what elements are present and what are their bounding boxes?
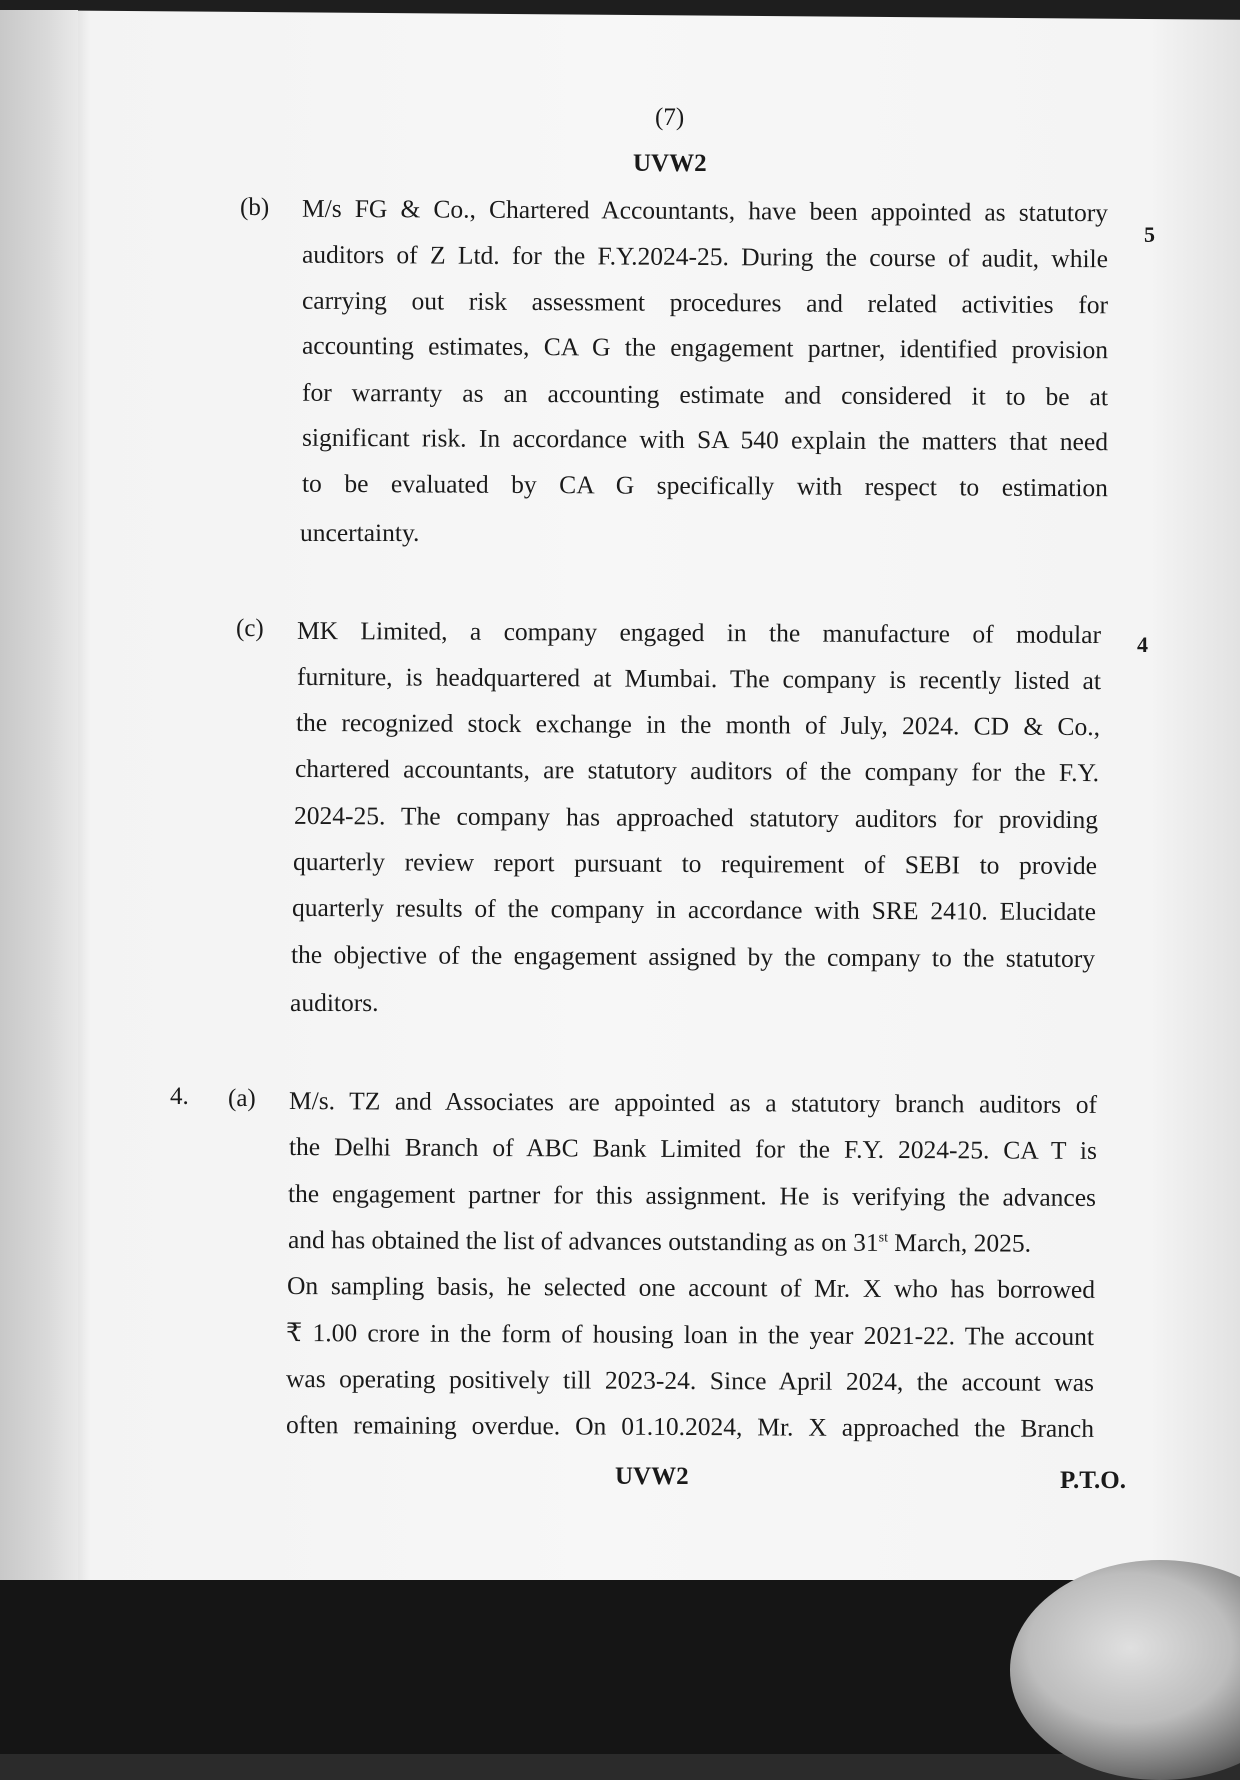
text-line: quarterly review report pursuant to requirement of SEBI to provide [292,846,1098,881]
text-segment: March, 2025. [887,1227,1032,1258]
text-line: the objective of the engagement assigned by the company to the statutory [290,939,1096,974]
text-line: auditors. [290,988,379,1017]
text-line: MK Limited, a company engaged in the manufacture of modular [296,615,1102,650]
paper-code-footer: UVW2 [615,1463,689,1490]
text-line: ₹ 1.00 crore in the form of housing loan in the year 2021-22. The account [285,1318,1095,1351]
text-line: chartered accountants, are statutory auditors of the company for the F.Y. [294,753,1100,788]
text-line: the engagement partner for this assignment. He is verifying the advances [287,1179,1097,1212]
question-part-label: (c) [236,615,264,642]
question-part-label: (a) [228,1085,256,1112]
text-line: the recognized stock exchange in the month of July, 2024. CD & Co., [295,707,1101,742]
paper-code-header: UVW2 [633,150,707,177]
text-line: furniture, is headquartered at Mumbai. The company is recently listed at [296,661,1102,696]
text-line: carrying out risk assessment procedures and related activities for [301,285,1109,320]
text-line: quarterly results of the company in accordance with SRE 2410. Elucidate [291,892,1097,927]
page-number: (7) [655,104,685,131]
text-line: for warranty as an accounting estimate and considered it to be at [301,377,1109,412]
text-line [288,1227,1096,1256]
text-line: to be evaluated by CA G specifically with respect to estimation [301,468,1109,503]
text-line: significant risk. In accordance with SA 540 explain the matters that need [301,422,1109,457]
question-number: 4. [170,1083,189,1110]
ordinal-superscript: st [878,1230,889,1246]
text-line: the Delhi Branch of ABC Bank Limited for the F.Y. 2024-25. CA T is [288,1132,1098,1165]
text-line: often remaining overdue. On 01.10.2024, Mr. X approached the Branch [285,1410,1095,1443]
text-line: On sampling basis, he selected one account of Mr. X who has borrowed [286,1271,1096,1304]
question-marks: 4 [1137,632,1148,657]
text-line: auditors of Z Ltd. for the F.Y.2024-25. During the course of audit, while [301,239,1109,274]
question-marks: 5 [1144,222,1155,247]
question-part-label: (b) [240,194,270,221]
text-line: M/s FG & Co., Chartered Accountants, have been appointed as statutory [301,193,1109,228]
text-line: 2024-25. The company has approached statutory auditors for providing [293,800,1099,835]
text-segment: and has obtained the list of advances outstanding as on 31 [287,1225,879,1257]
text-line: accounting estimates, CA G the engagement partner, identified provision [301,330,1109,365]
text-line: was operating positively till 2023-24. Since April 2024, the account was [285,1364,1095,1397]
please-turn-over: P.T.O. [1060,1467,1126,1494]
text-line: uncertainty. [300,518,420,547]
text-line: M/s. TZ and Associates are appointed as a statutory branch auditors of [288,1086,1098,1119]
